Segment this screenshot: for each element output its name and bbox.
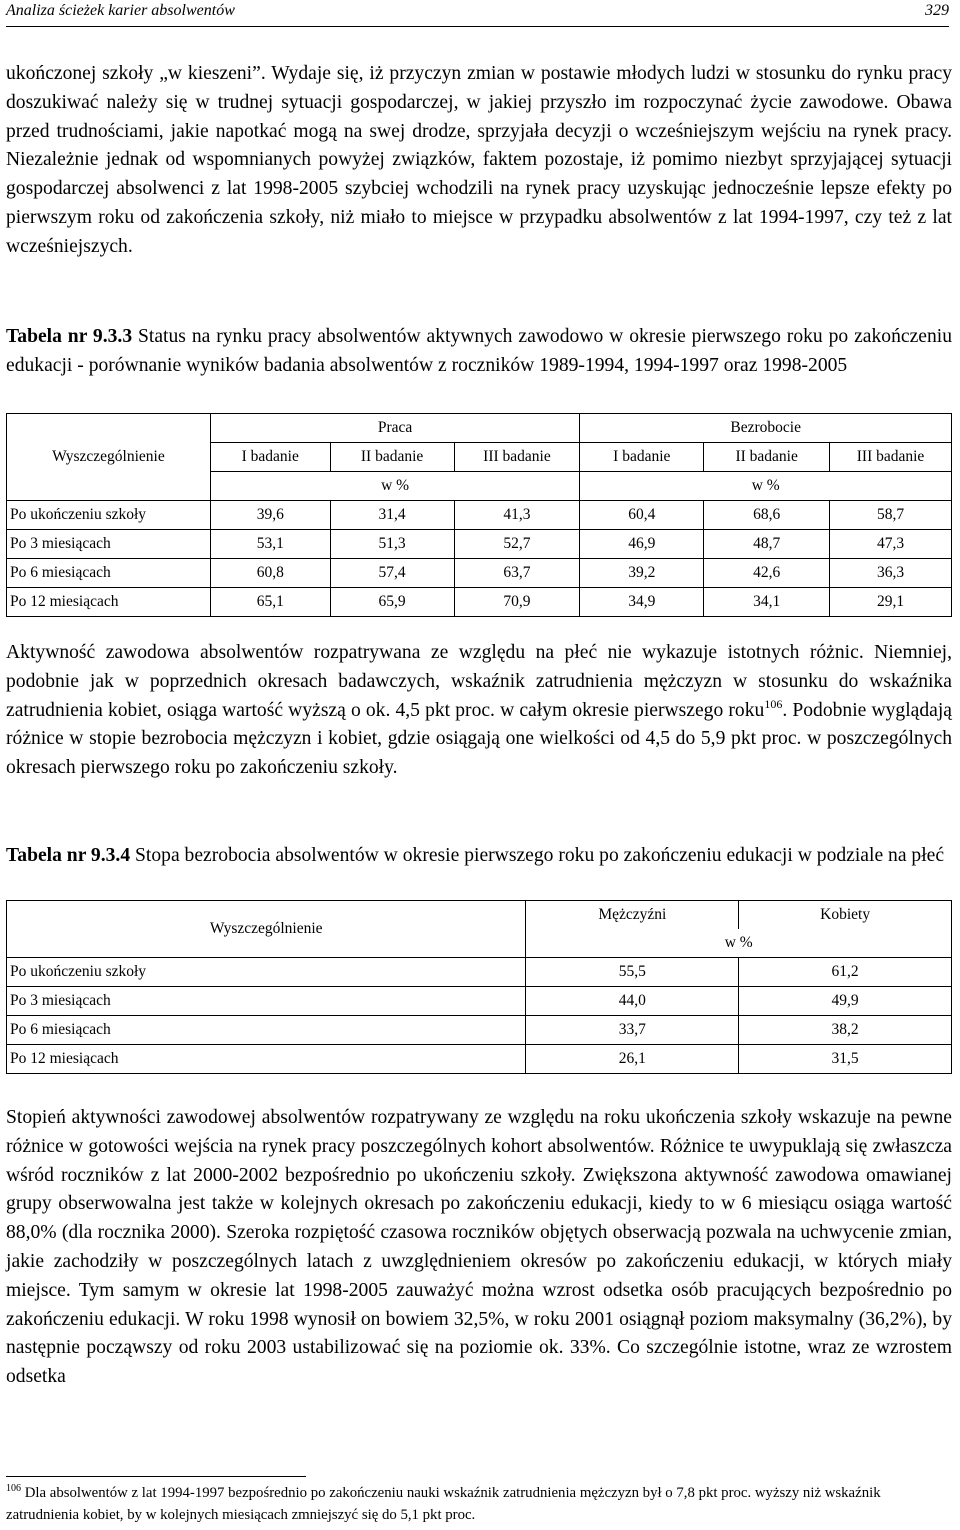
- cell-value: 53,1: [210, 530, 330, 559]
- cell-value: 46,9: [580, 530, 704, 559]
- cell-value: 60,4: [580, 501, 704, 530]
- table-row: [7, 958, 952, 987]
- table2-caption-text: Stopa bezrobocia absolwentów w okresie pierwszego roku po zakończeniu edukacji w podziale na płeć: [130, 845, 945, 866]
- row-label: Po 6 miesiącach: [7, 1016, 526, 1045]
- table2-label: Tabela nr 9.3.4: [6, 845, 131, 866]
- cell-value: 68,6: [704, 501, 830, 530]
- table1-group-praca: Praca: [210, 414, 580, 443]
- paragraph-3: Stopień aktywności zawodowej absolwentów rozpatrywany ze względu na roku ukończenia szkoły wskazuje na pewne różnice w gotowości wejścia na rynek pracy poszczególnych kohort absolwentów. Różnice te uwypuklają się zwłaszcza wśród roczników z lat 2000-2002 bezpośrednio po ukończeniu szkoły. Zwiększona aktywność zawodowa omawianej grupy obserwowalna jest także w kolejnych okresach po zakończeniu edukacji, kiedy to w 6 miesiącu osiąga wartość 88,0% (dla rocznika 2000). Szeroka rozpiętość czasowa roczników objętych obserwacją pozwala na uchwycenie zmian, jakie zachodziły w poszczególnych latach z uwzględnieniem okresów po zakończeniu edukacji, w których miały miejsce. Tym samym w okresie lat 1998-2005 zauważyć można wzrost odsetka osób pracujących bezpośrednio po zakończeniu edukacji. W roku 1998 wynosił on bowiem 32,5%, w roku 2001 osiągnął poziom maksymalny (36,2%), by następnie począwszy od roku 2003 ustabilizować się na poziomie ok. 33%. Co szczególnie istotne, wraz ze wzrostem odsetka: [6, 1107, 952, 1388]
- cell-value: 33,7: [526, 1016, 739, 1045]
- cell-value: 26,1: [526, 1045, 739, 1074]
- table2-row-header: Wyszczególnienie: [7, 901, 526, 958]
- table-row: [7, 559, 952, 588]
- table1-subheader: III badanie: [830, 443, 952, 472]
- table-row: [7, 588, 952, 617]
- paragraph-1: ukończonej szkoły „w kieszeni”. Wydaje się, iż przyczyn zmian w postawie młodych ludzi w stosunku do rynku pracy doszukiwać należy się w trudnej sytuacji gospodarczej, w jakiej przyszło im rozpoczynać życie zawodowe. Obawa przed trudnościami, jakie napotkać mogą na swej drodze, sprzyjała decyzji o wcześniejszym wejściu na rynek pracy. Niezależnie jednak od wspomnianych powyżej związków, faktem pozostaje, iż pomimo niezbyt sprzyjającej sytuacji gospodarczej absolwenci z lat 1998-2005 szybciej wchodzili na rynek pracy uzyskując jednocześnie lepsze efekty po pierwszym roku od zakończenia szkoły, niż miało to miejsce w przypadku absolwentów z lat 1994-1997, czy też z lat wcześniejszych.: [6, 63, 952, 257]
- footnote-separator: [6, 1476, 306, 1477]
- cell-value: 65,9: [330, 588, 454, 617]
- table-row: [7, 501, 952, 530]
- table-status-rynku-pracy: [6, 413, 952, 617]
- paragraph-2-text-b: . Podobnie wyglądają różnice w stopie bezrobocia mężczyzn i kobiet, gdzie osiągają one wielkości od 4,5 do 5,9 pkt proc. w poszczególnych okresach pierwszego roku po zakończeniu szkoły.: [6, 699, 952, 779]
- cell-value: 31,5: [739, 1045, 952, 1074]
- cell-value: 34,9: [580, 588, 704, 617]
- cell-value: 70,9: [454, 588, 580, 617]
- table2-unit: w %: [526, 929, 952, 958]
- table-row: [7, 1016, 952, 1045]
- footnote-text: Dla absolwentów z lat 1994-1997 bezpośrednio po zakończeniu nauki wskaźnik zatrudnienia mężczyzn był o 7,8 pkt proc. wyższy niż wskaźnik zatrudnienia kobiet, by w kolejnych miesiącach zmniejszyć się do 5,1 pkt proc.: [6, 1485, 881, 1523]
- cell-value: 63,7: [454, 559, 580, 588]
- table1-caption-text: Status na rynku pracy absolwentów aktywnych zawodowo w okresie pierwszego roku po zakończeniu edukacji - porównanie wyników badania absolwentów z roczników 1989-1994, 1994-1997 oraz 1998-2005: [6, 326, 953, 376]
- row-label: Po 3 miesiącach: [7, 530, 211, 559]
- page-number: 329: [925, 2, 949, 19]
- cell-value: 34,1: [704, 588, 830, 617]
- table1-subheader: II badanie: [330, 443, 454, 472]
- row-label: Po ukończeniu szkoły: [7, 958, 526, 987]
- table2-col-mezczyzni: Mężczyźni: [526, 901, 739, 930]
- row-label: Po 12 miesiącach: [7, 588, 211, 617]
- cell-value: 38,2: [739, 1016, 952, 1045]
- cell-value: 39,2: [580, 559, 704, 588]
- table-row: [7, 1045, 952, 1074]
- footnote-number: 106: [6, 1483, 21, 1494]
- cell-value: 60,8: [210, 559, 330, 588]
- row-label: Po 12 miesiącach: [7, 1045, 526, 1074]
- table1-unit-bezrobocie: w %: [580, 472, 952, 501]
- cell-value: 44,0: [526, 987, 739, 1016]
- table1-subheader: II badanie: [704, 443, 830, 472]
- table1-caption: [6, 323, 952, 381]
- row-label: Po 3 miesiącach: [7, 987, 526, 1016]
- footnote-ref: 106: [764, 696, 783, 711]
- cell-value: 48,7: [704, 530, 830, 559]
- row-label: Po ukończeniu szkoły: [7, 501, 211, 530]
- cell-value: 31,4: [330, 501, 454, 530]
- table2-caption: [6, 842, 952, 871]
- paragraph-2-text-a: Aktywność zawodowa absolwentów rozpatrywana ze względu na płeć nie wykazuje istotnych różnic. Niemniej, podobnie jak w poprzednich okresach badawczych, wskaźnik zatrudnienia mężczyzn w stosunku do wskaźnika zatrudnienia kobiet, osiąga wartość wyższą o ok. 4,5 pkt proc. w całym okresie pierwszego roku: [6, 642, 952, 721]
- cell-value: 57,4: [330, 559, 454, 588]
- table1-subheader: I badanie: [210, 443, 330, 472]
- table2-col-kobiety: Kobiety: [739, 901, 952, 930]
- cell-value: 49,9: [739, 987, 952, 1016]
- row-label: Po 6 miesiącach: [7, 559, 211, 588]
- cell-value: 61,2: [739, 958, 952, 987]
- table1-subheader: I badanie: [580, 443, 704, 472]
- table1-subheader: III badanie: [454, 443, 580, 472]
- cell-value: 52,7: [454, 530, 580, 559]
- cell-value: 36,3: [830, 559, 952, 588]
- paragraph-2: [6, 639, 952, 783]
- running-header: [6, 0, 949, 27]
- table1-unit-praca: w %: [210, 472, 580, 501]
- cell-value: 47,3: [830, 530, 952, 559]
- table-row: [7, 530, 952, 559]
- running-header-title: Analiza ścieżek karier absolwentów: [6, 2, 235, 19]
- table-stopa-bezrobocia: [6, 900, 952, 1074]
- cell-value: 65,1: [210, 588, 330, 617]
- cell-value: 42,6: [704, 559, 830, 588]
- cell-value: 55,5: [526, 958, 739, 987]
- table1-group-bezrobocie: Bezrobocie: [580, 414, 952, 443]
- table-row: [7, 987, 952, 1016]
- cell-value: 58,7: [830, 501, 952, 530]
- cell-value: 41,3: [454, 501, 580, 530]
- cell-value: 51,3: [330, 530, 454, 559]
- table1-row-header: Wyszczególnienie: [7, 414, 211, 501]
- cell-value: 29,1: [830, 588, 952, 617]
- table1-label: Tabela nr 9.3.3: [6, 326, 133, 347]
- footnote: [6, 1482, 952, 1526]
- cell-value: 39,6: [210, 501, 330, 530]
